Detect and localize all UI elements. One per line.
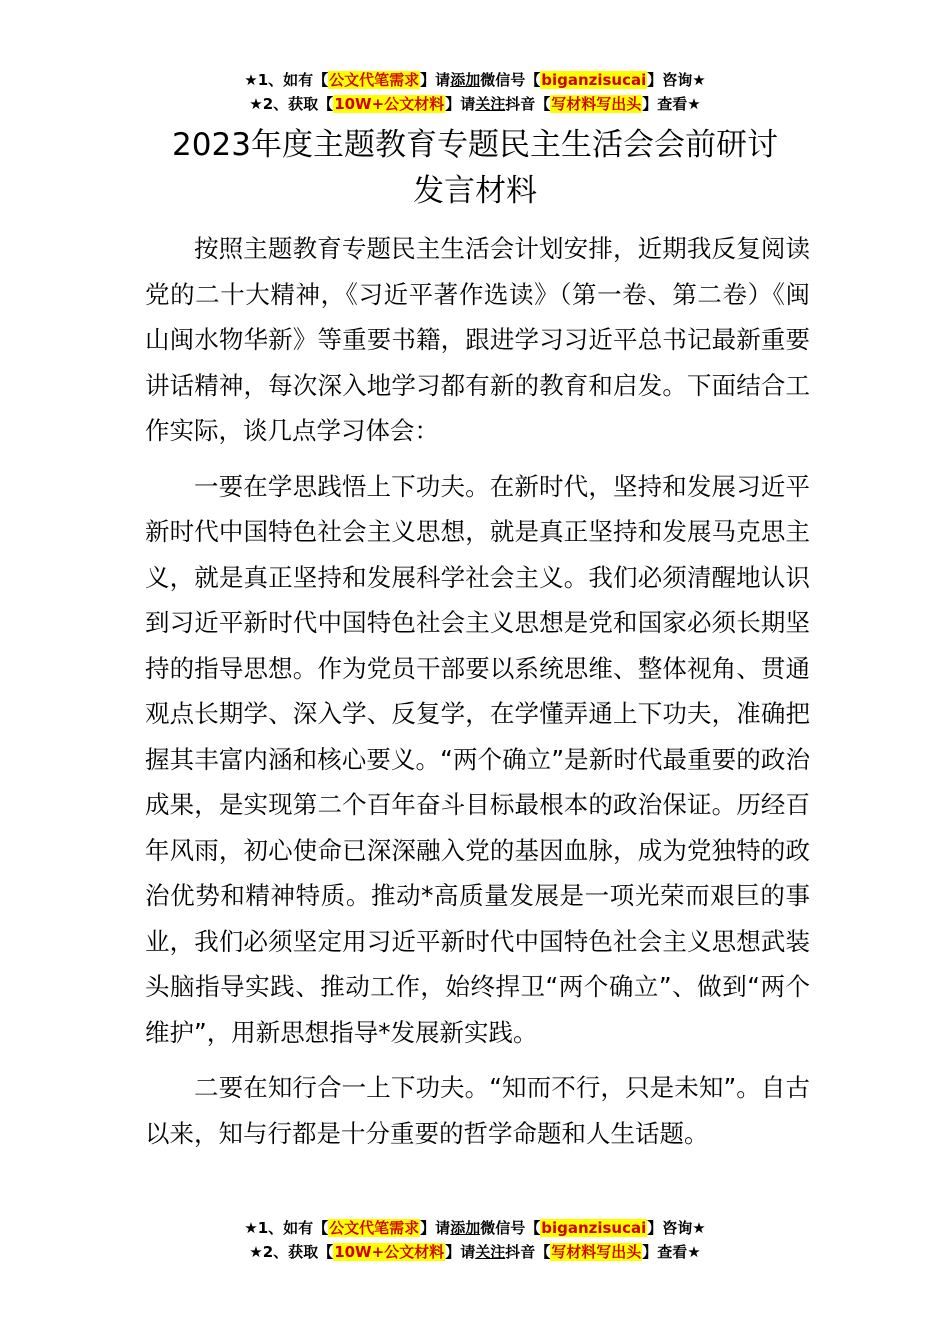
banner-text: 】咨询★ <box>647 1219 706 1237</box>
paragraph-intro: 按照主题教育专题民主生活会计划安排，近期我反复阅读党的二十大精神，《习近平著作选读》（第一卷、第二卷）《闽山闽水物华新》等重要书籍，跟进学习习近平总书记最新重要讲话精神，每次深入地学习都有新的教育和启发。下面结合工作实际，谈几点学习体会： <box>145 234 810 445</box>
banner-underlined: 关注 <box>475 95 506 113</box>
paragraph-point-2: 二要在知行合一上下功夫。“知而不行，只是未知”。自古以来，知与行都是十分重要的哲学命题和人生话题。 <box>145 1073 810 1148</box>
banner-highlight: 写材料写出头 <box>551 95 642 113</box>
document-title <box>145 122 805 214</box>
banner-highlight: 公文代笔需求 <box>329 71 420 89</box>
document-body <box>145 226 810 1166</box>
banner-text: 微信号【 <box>480 1219 541 1237</box>
banner-text: 微信号【 <box>480 71 541 89</box>
banner-text: 】请 <box>445 95 476 113</box>
banner-highlight: 10W+公文材料 <box>334 1243 445 1261</box>
title-line-1: 2023年度主题教育专题民主生活会会前研讨 <box>172 127 778 163</box>
banner-underlined: 添加 <box>450 1219 481 1237</box>
header-banner <box>0 68 950 116</box>
banner-text: 抖音【 <box>505 1243 551 1261</box>
banner-text: 】查看★ <box>642 95 701 113</box>
banner-text: ★2、获取【 <box>249 95 334 113</box>
banner-highlight: biganzisucai <box>541 1219 647 1237</box>
banner-text: ★1、如有【 <box>244 1219 329 1237</box>
banner-text: 】请 <box>420 1219 451 1237</box>
banner-highlight: 公文代笔需求 <box>329 1219 420 1237</box>
banner-text: 】请 <box>420 71 451 89</box>
title-line-2: 发言材料 <box>413 173 537 209</box>
banner-highlight: 写材料写出头 <box>551 1243 642 1261</box>
footer-banner <box>0 1216 950 1264</box>
banner-underlined: 关注 <box>475 1243 506 1261</box>
banner-line-1 <box>0 1216 950 1240</box>
banner-highlight: biganzisucai <box>541 71 647 89</box>
banner-line-2 <box>0 1240 950 1264</box>
banner-highlight: 10W+公文材料 <box>334 95 445 113</box>
banner-underlined: 添加 <box>450 71 481 89</box>
banner-text: ★1、如有【 <box>244 71 329 89</box>
paragraph-point-1: 一要在学思践悟上下功夫。在新时代，坚持和发展习近平新时代中国特色社会主义思想，就是真正坚持和发展马克思主义，就是真正坚持和发展科学社会主义。我们必须清醒地认识到习近平新时代中国特色社会主义思想是党和国家必须长期坚持的指导思想。作为党员干部要以系统思维、整体视角、贯通观点长期学、深入学、反复学，在学懂弄通上下功夫，准确把握其丰富内涵和核心要义。“两个确立”是新时代最重要的政治成果，是实现第二个百年奋斗目标最根本的政治保证。历经百年风雨，初心使命已深深融入党的基因血脉，成为党独特的政治优势和精神特质。推动*高质量发展是一项光荣而艰巨的事业，我们必须坚定用习近平新时代中国特色社会主义思想武装头脑指导实践、推动工作，始终捍卫“两个确立”、做到“两个维护”，用新思想指导*发展新实践。 <box>145 471 810 1047</box>
banner-line-1 <box>0 68 950 92</box>
banner-text: ★2、获取【 <box>249 1243 334 1261</box>
banner-text: 抖音【 <box>505 95 551 113</box>
banner-text: 】请 <box>445 1243 476 1261</box>
banner-line-2 <box>0 92 950 116</box>
banner-text: 】查看★ <box>642 1243 701 1261</box>
banner-text: 】咨询★ <box>647 71 706 89</box>
